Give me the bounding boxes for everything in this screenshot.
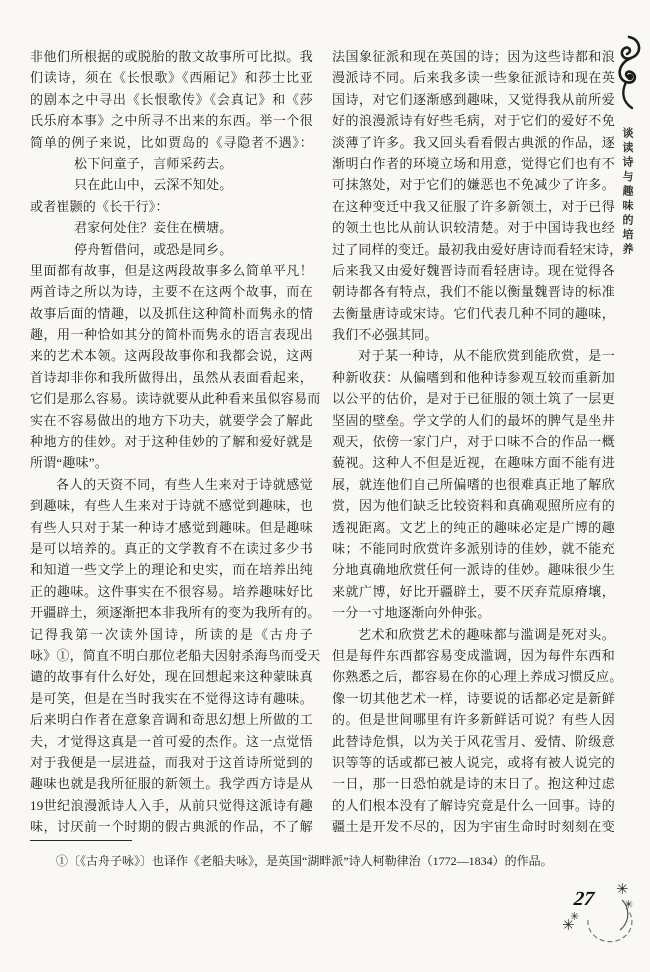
text-line: 你熟悉之后，都容易在你的心理上养成习惯反应。 [332,669,623,685]
text-line: 只在此山中，云深不知处。 [74,177,233,193]
text-line: 记得我第一次读外国诗，所读的是《古舟子 [30,626,313,642]
text-line: 但是每件东西都容易变成滥调，因为每件东西和 [332,647,615,663]
text-line: 首诗却非你和我所做得出，虽然从表面看起来， [30,369,313,385]
text-line: 我们不必强其同。 [332,327,438,343]
text-line: 艺术和欣赏艺术的趣味都与滥调是死对头。 [358,626,615,642]
text-line: 一分一寸地逐渐向外伸张。 [332,605,491,621]
svg-text:✳: ✳ [616,882,629,898]
text-line: 和知道一些文学上的理论和史实，而在培养出纯 [30,562,313,578]
text-line: 过了同样的变迁。最初我由爱好唐诗而看轻宋诗， [332,241,623,257]
text-line: 停舟暂借问，或恐是同乡。 [74,241,233,257]
leaf-ornament-icon [560,878,646,958]
text-line: 到趣味，有些人生来对于诗就不感觉到趣味，也 [30,498,313,514]
text-line: 好的浪漫派诗有好些毛病，对于它们的爱好不免 [332,113,615,129]
text-line: 各人的天资不同，有些人生来对于诗就感觉 [56,476,313,492]
text-line: 味；不能同时欣赏许多派别诗的佳妙，就不能充 [332,540,615,556]
text-line: 的人们根本没有了解诗究竟是什么一回事。诗的 [332,797,615,813]
text-line: 简单的例子来说，比如贾岛的《寻隐者不遇》： [30,134,313,150]
text-line: 们读诗，须在《长恨歌》《西厢记》和莎士比亚 [30,70,313,86]
text-line: 是可以培养的。真正的文学教育不在读过多少书 [30,540,313,556]
footnote-text: ①〔《古舟子咏》〕也译作《老船夫咏》，是英国“湖畔派”诗人柯勒律治（1772—1834）的作品。 [56,854,553,868]
text-line: 咏》①，简直不明白那位老船夫因射杀海鸟而受天 [30,647,321,663]
text-line: 朝诗都各有特点，我们不能以衡量魏晋诗的标准 [332,284,615,300]
text-line: 可抹煞处，对于它们的嫌恶也不免减少了许多。 [332,177,615,193]
text-line: 夫，才觉得这真是一首可爱的杰作。这一点觉悟 [30,733,313,749]
text-line: 故事后面的情趣，以及抓住这种简朴而隽永的情 [30,305,313,321]
page-number: 27 [572,888,596,910]
text-line: 对于某一种诗，从不能欣赏到能欣赏，是一 [358,348,615,364]
text-line: 的领土也比从前认识较清楚。对于中国诗我也经 [332,220,615,236]
text-line: 去衡量唐诗或宋诗。它们代表几种不同的趣味， [332,305,615,321]
text-line: 藐视。这种人不但是近视，在趣味方面不能有进 [332,455,615,471]
text-line: 坚固的壁垒。学文学的人们的最坏的脾气是坐井 [332,412,615,428]
text-line: 两首诗之所以为诗，主要不在这两个故事，而在 [30,284,313,300]
text-line: 里面都有故事，但是这两段故事多么简单平凡！ [30,262,313,278]
text-line: 所谓“趣味”。 [30,455,108,471]
text-line: 的剧本之中寻出《长恨歌传》《会真记》和《莎 [30,91,313,107]
text-line: 后来明白作者在意象音调和奇思幻想上所做的工 [30,712,313,728]
text-line: 是可笑，但是在当时我实在不觉得这诗有趣味。 [30,690,313,706]
footnote-separator [30,840,132,841]
text-line: 国诗，对它们逐渐感到趣味，又觉得我从前所爱 [332,91,615,107]
text-line: 19世纪浪漫派诗人入手，从前只觉得这派诗有趣 [30,797,313,813]
text-line: 味，讨厌前一个时期的假古典派的作品，不了解 [30,819,313,835]
text-line: 趣，用一种恰如其分的简朴而隽永的语言表现出 [30,327,313,343]
text-line: 来就广博，好比开疆辟土，要不厌弃荒原瘠壤， [332,583,615,599]
text-line: 君家何处住？妾住在横塘。 [74,220,233,236]
text-line: 谴的故事有什么好处，现在回想起来这种蒙昧真 [30,669,313,685]
text-line: 分地真确地欣赏任何一派诗的佳妙。趣味很少生 [332,562,615,578]
text-line: 展，就连他们自己所偏嗜的也很难真正地了解欣 [332,476,615,492]
text-line: 疆土是开发不尽的，因为宇宙生命时时刻刻在变 [332,819,615,835]
text-line: 有些人只对于某一种诗才感觉到趣味。但是趣味 [30,519,313,535]
text-line: 它们是那么容易。读诗就要从此种看来虽似容易而 [30,391,321,407]
floral-flourish-icon [611,34,647,112]
text-line: 观天，依傍一家门户，对于口味不合的作品一概 [332,434,615,450]
svg-text:✳: ✳ [562,918,575,934]
margin-title: 谈读诗与趣味的培养 [621,127,633,258]
text-line: 非他们所根据的或脱胎的散文故事所可比拟。我 [30,49,313,64]
text-line: 一日，那一日恐怕就是诗的末日了。抱这种过虑 [332,776,615,792]
text-line: 实在不容易做出的地方下功夫，就要学会了解此 [30,412,313,428]
text-line: 来的艺术本领。这两段故事你和我都会说，这两 [30,348,313,364]
text-line: 以公平的估价，是对于已征服的领土筑了一层更 [332,391,615,407]
text-line: 后来我又由爱好魏晋诗而看轻唐诗。现在觉得各 [332,262,615,278]
text-line: 种新收获：从偏嗜到和他种诗参观互较而重新加 [332,369,615,385]
text-line: 松下问童子，言师采药去。 [74,155,233,171]
text-line: 的。但是世间哪里有许多新鲜话可说？有些人因 [332,712,615,728]
text-line: 法国象征派和现在英国的诗；因为这些诗都和浪 [332,49,615,64]
text-line: 此替诗危惧，以为关于风花雪月、爱情、阶级意 [332,733,615,749]
text-line: 像一切其他艺术一样，诗要说的话都必定是新鲜 [332,690,615,706]
svg-text:✳: ✳ [624,899,634,911]
left-column [30,46,321,837]
text-line: 氏乐府本事》之中所寻不出来的东西。举一个很 [30,113,313,129]
text-line: 或者崔颢的《长干行》： [30,198,169,214]
right-column [332,46,623,837]
text-line: 正的趣味。这件事实在不很容易。培养趣味好比 [30,583,313,599]
text-line: 赏，因为他们缺乏比较资料和真确观照所应有的 [332,498,615,514]
text-line: 透视距离。文艺上的纯正的趣味必定是广博的趣 [332,519,615,535]
text-line: 渐明白作者的环境立场和用意，觉得它们也有不 [332,155,615,171]
text-line: 漫派诗不同。后来我多读一些象征派诗和现在英 [332,70,615,86]
text-line: 淡薄了许多。我又回头看看假古典派的作品，逐 [332,134,615,150]
text-line: 对于我便是一层进益，而我对于这首诗所觉到的 [30,754,313,770]
text-line: 种地方的佳妙。对于这种佳妙的了解和爱好就是 [30,434,313,450]
page-number-ornament [560,878,646,958]
text-line: 趣味也就是我所征服的新领土。我学西方诗是从 [30,776,313,792]
text-line: 识等等的话或都已被人说完，或将有被人说完的 [332,754,615,770]
text-line: 在这种变迁中我又征服了许多新领土，对于已得 [332,198,615,214]
text-line: 开疆辟土，须逐渐把本非我所有的变为我所有的。 [30,605,321,621]
svg-text:✳: ✳ [570,911,580,923]
